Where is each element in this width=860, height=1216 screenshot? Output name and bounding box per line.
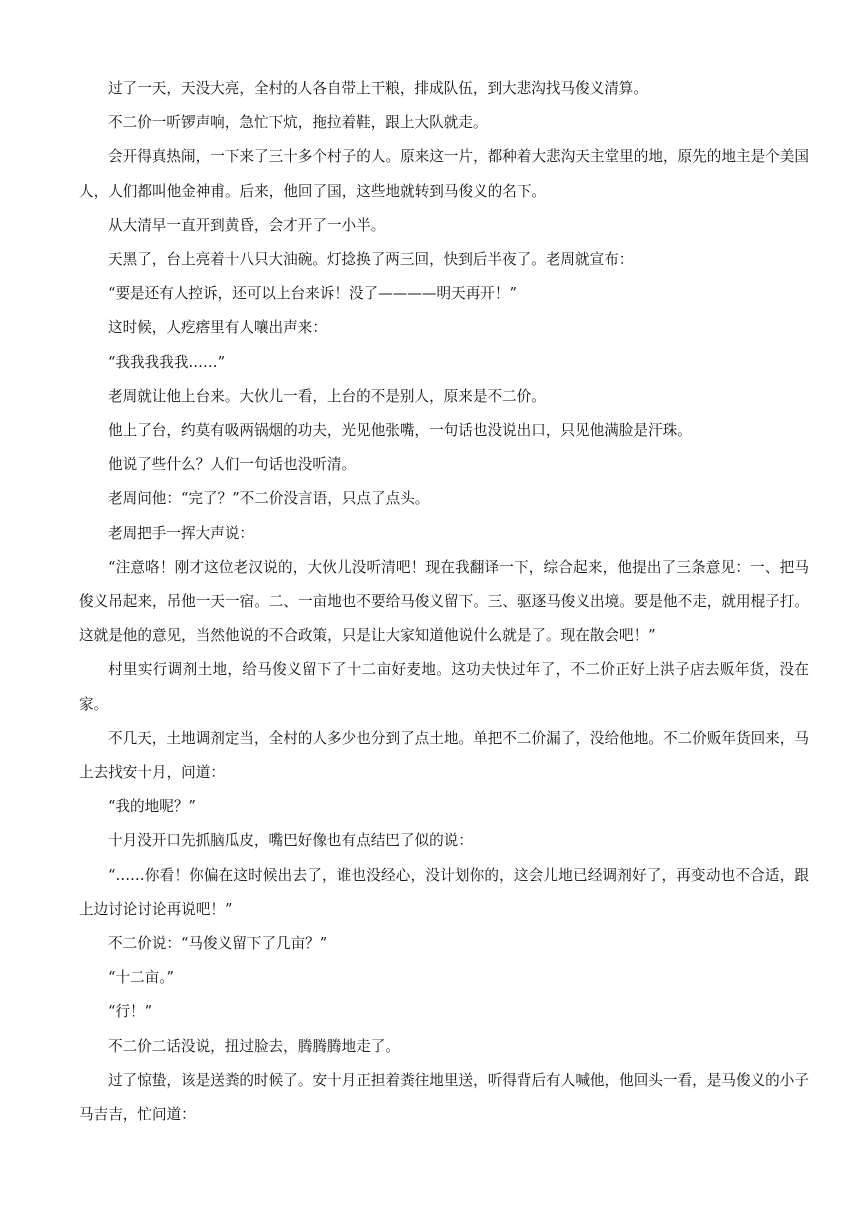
- paragraph: “我的地呢？”: [108, 798, 196, 816]
- paragraph: 他说了些什么？人们一句话也没听清。: [108, 456, 357, 474]
- paragraph: 不二价二话没说，扭过脸去，腾腾腾地走了。: [108, 1037, 400, 1055]
- paragraph: 老周把手一挥大声说：: [108, 524, 254, 542]
- paragraph: 这时候，人疙瘩里有人嚷出声来：: [108, 319, 327, 337]
- paragraph: 天黑了，台上亮着十八只大油碗。灯捻换了两三回，快到后半夜了。老周就宣布：: [108, 251, 634, 269]
- story-text: [79, 72, 809, 1132]
- paragraph: 过了惊蛰，该是送粪的时候了。安十月正担着粪往地里送，听得背后有人喊他，他回头一看，是马俊义的小子马吉吉，忙问道：: [79, 1071, 809, 1124]
- paragraph: “要是还有人控诉，还可以上台来诉！没了————明天再开！”: [108, 285, 517, 303]
- paragraph: “我我我我我……”: [108, 353, 226, 371]
- paragraph: “行！”: [108, 1003, 153, 1021]
- paragraph: 老周问他：“完了？”不二价没言语，只点了点头。: [108, 490, 430, 508]
- paragraph: “……你看！你偏在这时候出去了，谁也没经心，没计划你的，这会儿地已经调剂好了，再变动也不合适，跟上边讨论讨论再说吧！”: [79, 866, 809, 918]
- paragraph: 十月没开口先抓脑瓜皮，嘴巴好像也有点结巴了似的说：: [108, 832, 473, 850]
- paragraph: 老周就让他上台来。大伙儿一看，上台的不是别人，原来是不二价。: [108, 387, 546, 405]
- paragraph: 不几天，土地调剂定当，全村的人多少也分到了点土地。单把不二价漏了，没给他地。不二价贩年货回来，马上去找安十月，问道：: [79, 729, 809, 782]
- paragraph: 不二价说：“马俊义留下了几亩？”: [108, 935, 328, 953]
- paragraph: 不二价一听锣声响，急忙下炕，拖拉着鞋，跟上大队就走。: [108, 114, 488, 132]
- paragraph: 过了一天，天没大亮，全村的人各自带上干粮，排成队伍，到大悲沟找马俊义清算。: [108, 80, 648, 97]
- paragraph: “十二亩。”: [108, 969, 174, 987]
- paragraph: “注意咯！刚才这位老汉说的，大伙儿没听清吧！现在我翻译一下，综合起来，他提出了三条意见：一、把马俊义吊起来，吊他一天一宿。二、一亩地也不要给马俊义留下。三、驱逐马俊义出境。要是他不走，就用棍子打。这就是他的意见，当然他说的不合政策，只是让大家知道他说什么就是了。现在散会吧！”: [79, 558, 809, 645]
- paragraph: 会开得真热闹，一下来了三十多个村子的人。原来这一片，都种着大悲沟天主堂里的地，原先的地主是个美国人，人们都叫他金神甫。后来，他回了国，这些地就转到马俊义的名下。: [79, 148, 809, 200]
- paragraph: 村里实行调剂土地，给马俊义留下了十二亩好麦地。这功夫快过年了，不二价正好上洪子店去贩年货，没在家。: [79, 661, 809, 713]
- paragraph: 从大清早一直开到黄昏，会才开了一小半。: [108, 216, 386, 234]
- paragraph: 他上了台，约莫有吸两锅烟的功夫，光见他张嘴，一句话也没说出口，只见他满脸是汗珠。: [108, 422, 692, 440]
